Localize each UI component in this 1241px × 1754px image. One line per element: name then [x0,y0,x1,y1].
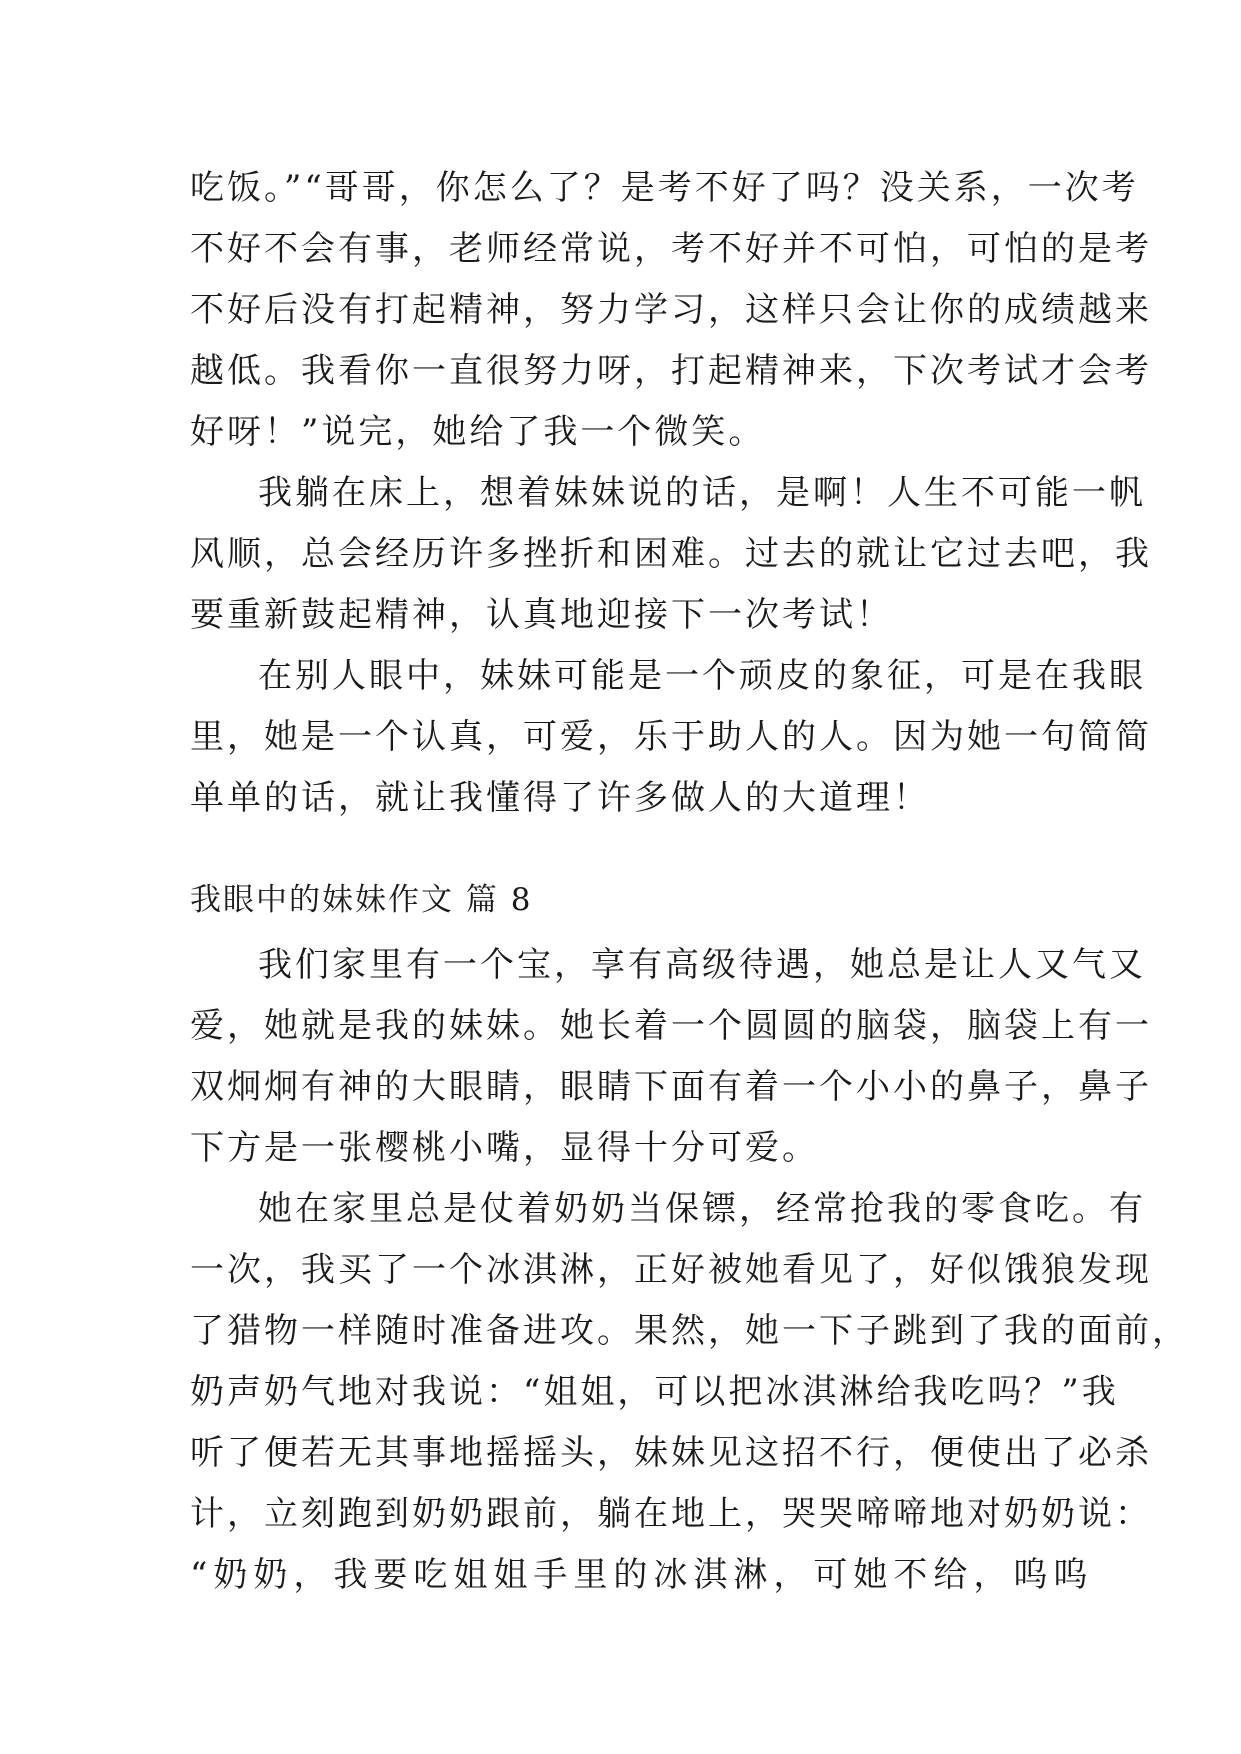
paragraph-5-line-3: 了猎物一样随时准备进攻。果然，她一下子跳到了我的面前， [190,1311,1189,1351]
paragraph-5-line-1: 她在家里总是仗着奶奶当保镖，经常抢我的零食吃。有 [258,1189,1146,1229]
paragraph-3-line-3: 单单的话，就让我懂得了许多做人的大道理！ [190,778,930,818]
paragraph-5-line-6: 计，立刻跑到奶奶跟前，躺在地上，哭哭啼啼地对奶奶说： [190,1494,1152,1534]
paragraph-4-line-4: 下方是一张樱桃小嘴，显得十分可爱。 [190,1128,819,1168]
paragraph-1-line-2: 不好不会有事，老师经常说，考不好并不可怕，可怕的是考 [190,229,1152,269]
paragraph-2-line-2: 风顺，总会经历许多挫折和困难。过去的就让它过去吧，我 [190,534,1152,574]
paragraph-3-line-1: 在别人眼中，妹妹可能是一个顽皮的象征，可是在我眼 [258,656,1146,696]
paragraph-4-line-3: 双炯炯有神的大眼睛，眼睛下面有着一个小小的鼻子，鼻子 [190,1067,1152,1107]
paragraph-2-line-1: 我躺在床上，想着妹妹说的话，是啊！人生不可能一帆 [258,473,1146,513]
paragraph-5-line-7: “奶奶，我要吃姐姐手里的冰淇淋，可她不给，呜呜 [190,1555,1094,1595]
paragraph-5-line-5: 听了便若无其事地摇摇头，妹妹见这招不行，便使出了必杀 [190,1433,1152,1473]
paragraph-1-line-5: 好呀！”说完，她给了我一个微笑。 [190,412,766,452]
paragraph-5-line-4: 奶声奶气地对我说：“姐姐，可以把冰淇淋给我吃吗？”我 [190,1372,1119,1412]
paragraph-1-line-3: 不好后没有打起精神，努力学习，这样只会让你的成绩越来 [190,290,1152,330]
paragraph-5-line-2: 一次，我买了一个冰淇淋，正好被她看见了，好似饿狼发现 [190,1250,1152,1290]
paragraph-4-line-2: 爱，她就是我的妹妹。她长着一个圆圆的脑袋，脑袋上有一 [190,1006,1152,1046]
paragraph-2-line-3: 要重新鼓起精神，认真地迎接下一次考试！ [190,595,893,635]
paragraph-1-line-1: 吃饭。”“哥哥，你怎么了？是考不好了吗？没关系，一次考 [190,168,1139,208]
paragraph-1-line-4: 越低。我看你一直很努力呀，打起精神来，下次考试才会考 [190,351,1152,391]
section-heading: 我眼中的妹妹作文 篇 8 [190,882,533,918]
paragraph-4-line-1: 我们家里有一个宝，享有高级待遇，她总是让人又气又 [258,945,1146,985]
paragraph-3-line-2: 里，她是一个认真，可爱，乐于助人的人。因为她一句简简 [190,717,1152,757]
